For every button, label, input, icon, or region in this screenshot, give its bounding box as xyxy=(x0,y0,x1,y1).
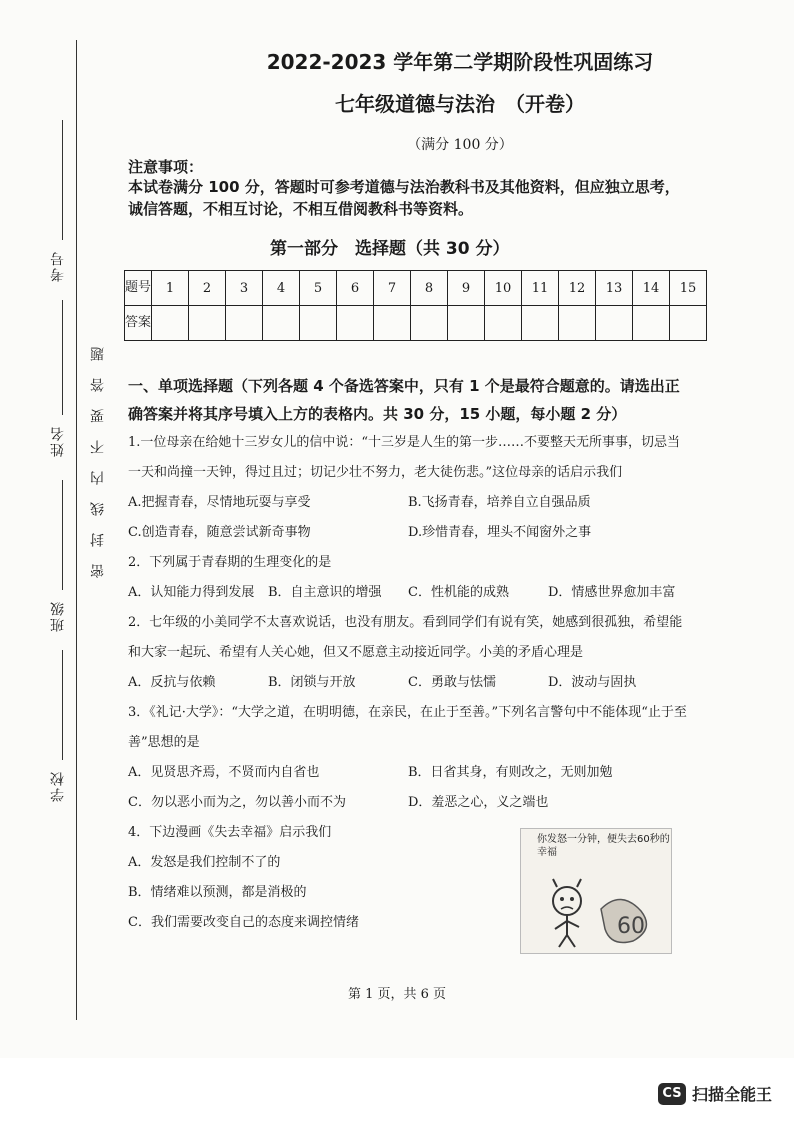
answer-cell[interactable] xyxy=(189,306,226,341)
qnum-cell: 13 xyxy=(596,271,633,306)
scanner-watermark xyxy=(658,1082,772,1105)
q1-options-row2 xyxy=(128,518,688,548)
q1-option-a: A.把握青春，尽情地玩耍与享受 xyxy=(128,495,311,510)
row-label-number: 题号 xyxy=(125,271,152,306)
scanner-app-name: 扫描全能王 xyxy=(692,1085,773,1104)
qnum-cell: 8 xyxy=(411,271,448,306)
exam-subtitle: 七年级道德与法治 （开卷） xyxy=(335,92,585,116)
q2a-option-a: A．认知能力得到发展 xyxy=(128,585,255,600)
answer-cell[interactable] xyxy=(226,306,263,341)
page-footer: 第 1 页，共 6 页 xyxy=(347,987,447,1002)
q3-options-row2 xyxy=(128,788,688,818)
q3-option-d: D．羞恶之心，义之端也 xyxy=(408,795,549,810)
row-label-answer: 答案 xyxy=(125,306,152,341)
comic-lose-happiness xyxy=(520,828,672,954)
exam-no-underline xyxy=(62,120,63,240)
answer-cell[interactable] xyxy=(448,306,485,341)
qnum-cell: 10 xyxy=(485,271,522,306)
full-score: （满分 100 分） xyxy=(407,137,513,153)
q1-options-row1 xyxy=(128,488,688,518)
section1-intro: 一、单项选择题（下列各题 4 个备选答案中，只有 1 个是最符合题意的。请选出正确答案并将其序号填入上方的表格内。共 30 分，15 小题，每小题 2 分） xyxy=(128,377,680,423)
question-number-row xyxy=(125,271,707,306)
school-label: 学校 xyxy=(50,770,66,802)
answer-cell[interactable] xyxy=(300,306,337,341)
answer-cell[interactable] xyxy=(411,306,448,341)
answer-cell[interactable] xyxy=(374,306,411,341)
answer-cell[interactable] xyxy=(152,306,189,341)
notice-text: 本试卷满分 100 分，答题时可参考道德与法治教科书及其他资料，但应独立思考，诚信答题，不相互讨论，不相互借阅教科书等资料。 xyxy=(128,178,680,218)
qnum-cell: 6 xyxy=(337,271,374,306)
answer-cell[interactable] xyxy=(633,306,670,341)
q4-option-a: A．发怒是我们控制不了的 xyxy=(128,855,281,870)
qnum-cell: 7 xyxy=(374,271,411,306)
qnum-cell: 5 xyxy=(300,271,337,306)
q3-option-b: B．日省其身，有则改之，无则加勉 xyxy=(408,765,613,780)
qnum-cell: 15 xyxy=(670,271,707,306)
q1-option-b: B.飞扬青春，培养自立自强品质 xyxy=(408,495,591,510)
q2b-option-d: D．波动与固执 xyxy=(548,675,637,690)
answer-cell[interactable] xyxy=(559,306,596,341)
comic-caption: 你发怒一分钟，便失去60秒的幸福 xyxy=(537,834,670,858)
q2b-option-b: B．闭锁与开放 xyxy=(268,675,356,690)
seal-line-text: 密封线内不要答题 xyxy=(90,330,106,578)
name-label: 姓名 xyxy=(50,425,66,457)
q4-stem: 4．下边漫画《失去幸福》启示我们 xyxy=(128,825,332,840)
qnum-cell: 14 xyxy=(633,271,670,306)
q3-options-row1 xyxy=(128,758,688,788)
qnum-cell: 3 xyxy=(226,271,263,306)
q4-option-c: C．我们需要改变自己的态度来调控情绪 xyxy=(128,915,359,930)
binding-line xyxy=(76,40,77,1020)
qnum-cell: 1 xyxy=(152,271,189,306)
q3-option-c: C．勿以恶小而为之，勿以善小而不为 xyxy=(128,795,346,810)
qnum-cell: 9 xyxy=(448,271,485,306)
q2a-options xyxy=(128,578,688,608)
q2b-option-a: A．反抗与依赖 xyxy=(128,675,216,690)
answer-row xyxy=(125,306,707,341)
notice-heading: 注意事项： xyxy=(128,158,204,176)
exam-title: 2022-2023 学年第二学期阶段性巩固练习 xyxy=(266,50,654,74)
exam-no-label: 考号 xyxy=(50,250,66,282)
name-underline xyxy=(62,300,63,415)
q2a-option-d: D．情感世界愈加丰富 xyxy=(548,585,676,600)
school-underline xyxy=(62,650,63,760)
answer-table xyxy=(124,270,707,341)
q2a-option-c: C．性机能的成熟 xyxy=(408,585,509,600)
q2b-stem: 2．七年级的小美同学不太喜欢说话，也没有朋友。看到同学们有说有笑，她感到很孤独，希望能和大家一起玩、希望有人关心她，但又不愿意主动接近同学。小美的矛盾心理是 xyxy=(128,615,683,660)
part1-title: 第一部分 选择题（共 30 分） xyxy=(270,239,510,259)
q2b-options xyxy=(128,668,688,698)
class-underline xyxy=(62,480,63,590)
q2a-stem: 2．下列属于青春期的生理变化的是 xyxy=(128,555,332,570)
q1-option-c: C.创造青春，随意尝试新奇事物 xyxy=(128,525,311,540)
answer-cell[interactable] xyxy=(337,306,374,341)
answer-cell[interactable] xyxy=(670,306,707,341)
answer-cell[interactable] xyxy=(485,306,522,341)
q3-stem: 3．《礼记·大学》：“大学之道，在明明德，在亲民，在止于至善。”下列名言警句中不能体现“止于至善”思想的是 xyxy=(128,705,687,750)
qnum-cell: 11 xyxy=(522,271,559,306)
svg-text:60: 60 xyxy=(617,914,645,939)
q1-option-d: D.珍惜青春，埋头不闻窗外之事 xyxy=(408,525,592,540)
answer-cell[interactable] xyxy=(522,306,559,341)
q4-option-b: B．情绪难以预测，都是消极的 xyxy=(128,885,307,900)
answer-cell[interactable] xyxy=(263,306,300,341)
answer-cell[interactable] xyxy=(596,306,633,341)
q2b-option-c: C．勇敢与怯懦 xyxy=(408,675,496,690)
qnum-cell: 4 xyxy=(263,271,300,306)
cs-logo-icon: CS xyxy=(658,1083,686,1105)
q2a-option-b: B．自主意识的增强 xyxy=(268,585,382,600)
q3-option-a: A．见贤思齐焉，不贤而内自省也 xyxy=(128,765,320,780)
comic-drawing-icon xyxy=(521,829,671,953)
class-label: 班级 xyxy=(50,600,66,632)
qnum-cell: 2 xyxy=(189,271,226,306)
qnum-cell: 12 xyxy=(559,271,596,306)
q1-stem: 1.一位母亲在给她十三岁女儿的信中说：“十三岁是人生的第一步……不要整天无所事事，切忌当一天和尚撞一天钟，得过且过；切记少壮不努力，老大徒伤悲。”这位母亲的话启示我们 xyxy=(128,435,681,480)
